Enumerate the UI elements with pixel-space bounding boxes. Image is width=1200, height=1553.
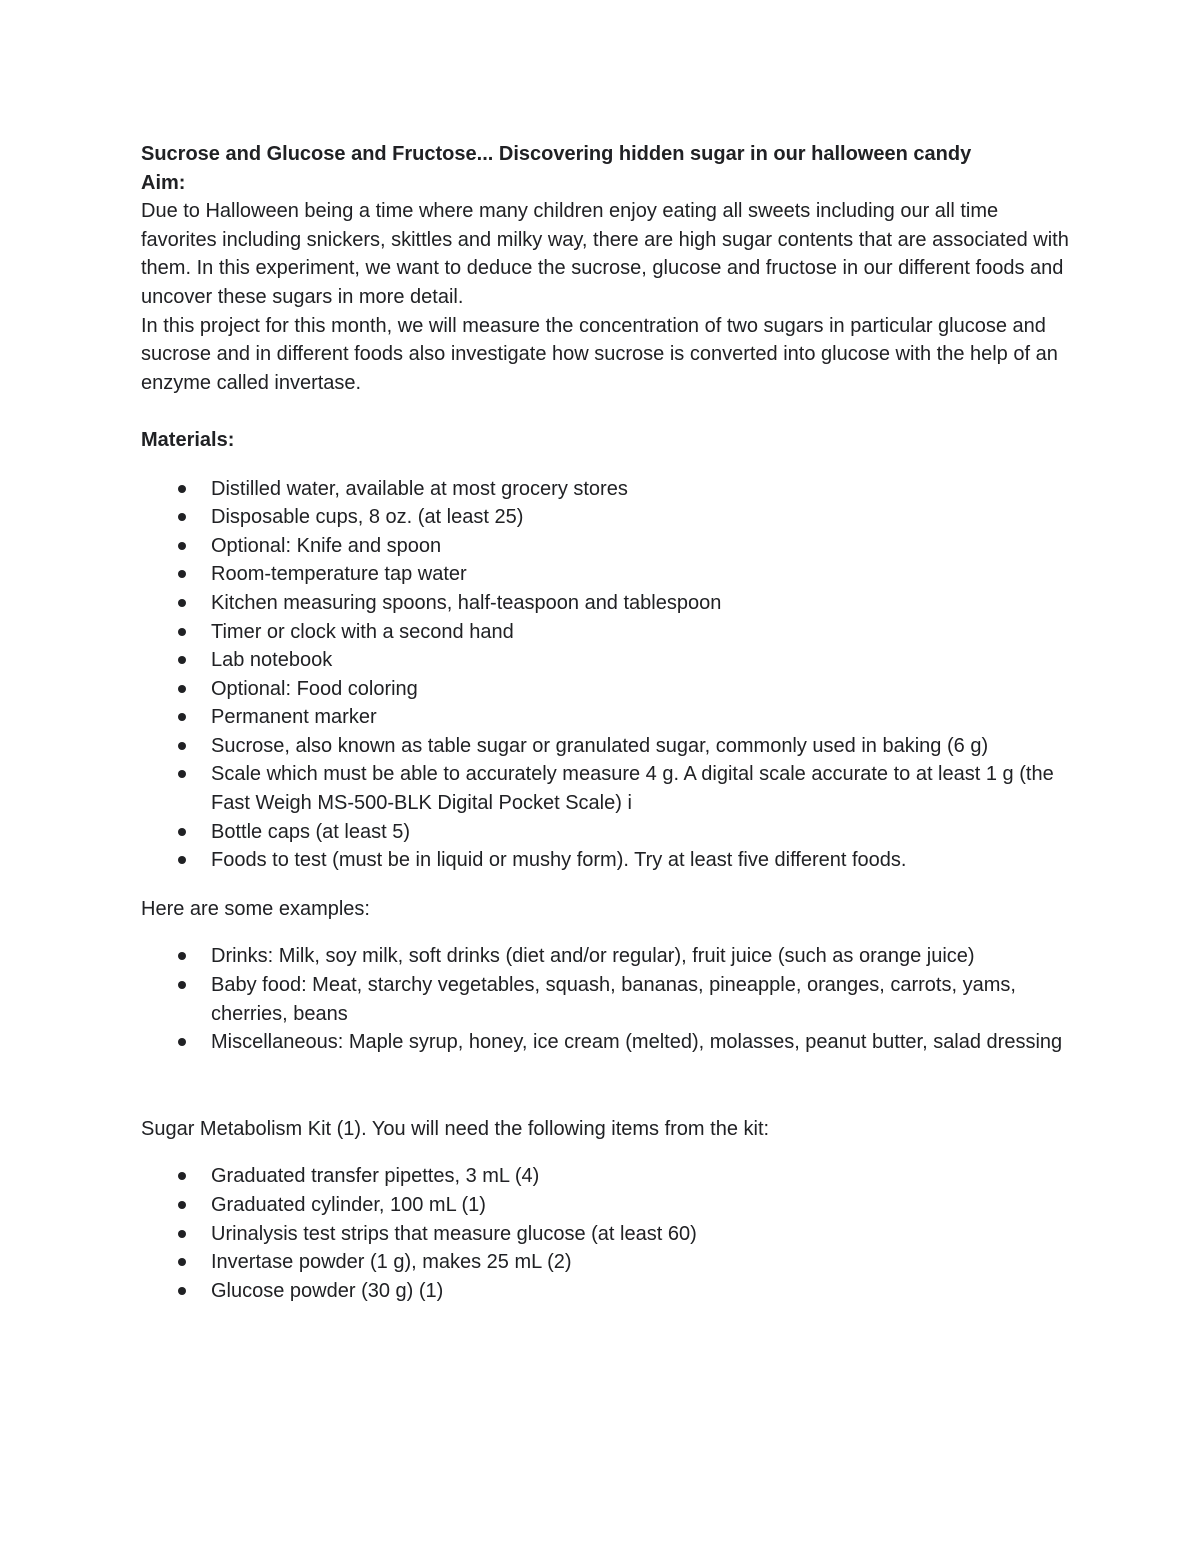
list-item-text: Room-temperature tap water (211, 563, 467, 586)
list-item-text: Lab notebook (211, 649, 333, 672)
bullet-icon (178, 513, 186, 521)
list-item-text: Invertase powder (1 g), makes 25 mL (2) (211, 1251, 572, 1274)
spacer (141, 455, 1071, 475)
bullet-icon (178, 1230, 186, 1238)
list-item (141, 846, 1071, 875)
bullet-icon (178, 1172, 186, 1180)
bullet-icon (178, 542, 186, 550)
list-item (141, 618, 1071, 647)
list-item (141, 475, 1071, 504)
bullet-icon (178, 656, 186, 664)
bullet-icon (178, 685, 186, 693)
list-item-text: Optional: Food coloring (211, 677, 418, 700)
list-item (141, 1028, 1071, 1057)
aim-paragraph-1: Due to Halloween being a time where many children enjoy eating all sweets including our all time favorites including snickers, skittles and milky way, there are high sugar contents that are associated with them. In this experiment, we want to deduce the sucrose, glucose and fructose in our different foods and uncover these sugars in more detail. (141, 200, 1069, 308)
bullet-icon (178, 742, 186, 750)
bullet-icon (178, 770, 186, 778)
list-item-text: Foods to test (must be in liquid or mushy form). Try at least five different foods. (211, 849, 907, 872)
materials-list (141, 475, 1071, 875)
aim-paragraph-2: In this project for this month, we will measure the concentration of two sugars in particular glucose and sucrose and in different foods also investigate how sucrose is converted into glucose with the help of an enzyme called invertase. (141, 314, 1058, 394)
list-item-text: Urinalysis test strips that measure glucose (at least 60) (211, 1222, 697, 1245)
list-item-text: Glucose powder (30 g) (1) (211, 1279, 444, 1302)
list-item (141, 732, 1071, 761)
list-item (141, 646, 1071, 675)
list-item-text: Graduated cylinder, 100 mL (1) (211, 1194, 486, 1216)
examples-list (141, 942, 1071, 1056)
bullet-icon (178, 628, 186, 636)
list-item-text: Optional: Knife and spoon (211, 534, 442, 557)
list-item-text: Bottle caps (at least 5) (211, 820, 410, 843)
aim-heading: Aim: (141, 171, 186, 194)
list-item (141, 1277, 1071, 1306)
spacer (141, 1057, 1071, 1115)
list-item (141, 818, 1071, 847)
list-item-text: Drinks: Milk, soy milk, soft drinks (diet and/or regular), fruit juice (such as orange juice) (211, 945, 975, 968)
list-item-text: Miscellaneous: Maple syrup, honey, ice cream (melted), molasses, peanut butter, salad dressing (211, 1031, 1063, 1054)
bullet-icon (178, 952, 186, 960)
bullet-icon (178, 981, 186, 989)
bullet-icon (178, 1038, 186, 1046)
list-item-text: Graduated transfer pipettes, 3 mL (4) (211, 1165, 540, 1188)
document-title: Sucrose and Glucose and Fructose... Discovering hidden sugar in our halloween candy (141, 143, 972, 165)
list-item (141, 1191, 1071, 1220)
list-item (141, 703, 1071, 732)
list-item (141, 560, 1071, 589)
list-item (141, 760, 1071, 817)
list-item-text: Baby food: Meat, starchy vegetables, squash, bananas, pineapple, oranges, carrots, yams, cherries, beans (211, 974, 1016, 1025)
list-item (141, 1162, 1071, 1191)
list-item (141, 942, 1071, 971)
bullet-icon (178, 570, 186, 578)
document-page (141, 140, 1071, 1305)
list-item (141, 1248, 1071, 1277)
bullet-icon (178, 713, 186, 721)
bullet-icon (178, 1201, 186, 1209)
kit-intro: Sugar Metabolism Kit (1). You will need the following items from the kit: (141, 1117, 770, 1140)
list-item (141, 532, 1071, 561)
list-item-text: Sucrose, also known as table sugar or granulated sugar, commonly used in baking (6 g) (211, 734, 989, 757)
spacer (141, 923, 1071, 942)
list-item (141, 1220, 1071, 1249)
spacer (141, 875, 1071, 895)
bullet-icon (178, 1287, 186, 1295)
list-item (141, 503, 1071, 532)
bullet-icon (178, 485, 186, 493)
list-item-text: Disposable cups, 8 oz. (at least 25) (211, 506, 524, 529)
list-item (141, 589, 1071, 618)
list-item-text: Kitchen measuring spoons, half-teaspoon and tablespoon (211, 591, 722, 614)
list-item-text: Scale which must be able to accurately measure 4 g. A digital scale accurate to at least 1 g (the Fast Weigh MS-500-BLK Digital Pocket Scale) i (211, 763, 1054, 815)
list-item (141, 971, 1071, 1028)
bullet-icon (178, 1258, 186, 1266)
spacer (141, 1143, 1071, 1162)
spacer (141, 397, 1071, 426)
kit-list (141, 1162, 1071, 1305)
bullet-icon (178, 856, 186, 864)
list-item-text: Timer or clock with a second hand (211, 620, 514, 643)
bullet-icon (178, 828, 186, 836)
materials-heading: Materials: (141, 428, 235, 451)
list-item (141, 675, 1071, 704)
list-item-text: Permanent marker (211, 706, 377, 729)
list-item-text: Distilled water, available at most grocery stores (211, 477, 628, 500)
examples-intro: Here are some examples: (141, 897, 370, 920)
bullet-icon (178, 599, 186, 607)
